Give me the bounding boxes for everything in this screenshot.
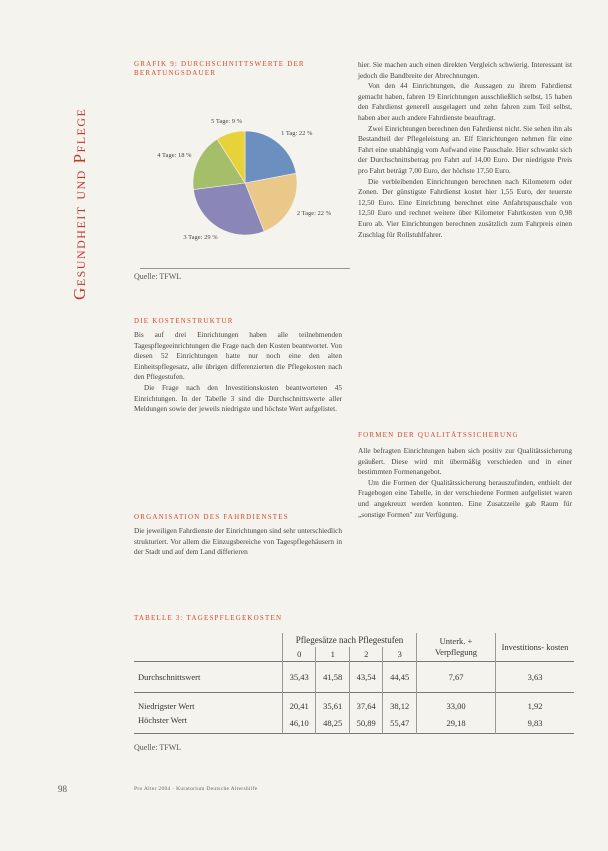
figure-source: Quelle: TFWL — [134, 272, 182, 281]
table-cell: 1,92 — [496, 693, 575, 714]
table-cell: 20,41 — [283, 693, 316, 714]
table-cell: 29,18 — [417, 713, 496, 734]
table-cell: 7,67 — [417, 662, 496, 693]
row-label: Durchschnittswert — [134, 662, 283, 693]
table-cell: 33,00 — [417, 693, 496, 714]
col-header-stufe: 0 — [283, 647, 316, 662]
figure-caption-line2: BERATUNGSDAUER — [134, 69, 217, 77]
cost-table — [134, 633, 574, 734]
table-cell: 41,58 — [316, 662, 349, 693]
table-cell: 38,12 — [383, 693, 417, 714]
table-header-row — [134, 633, 574, 647]
table-cell: 44,45 — [383, 662, 417, 693]
row-label: Höchster Wert — [138, 715, 187, 725]
table-cell: 3,63 — [496, 662, 575, 693]
section-body-fahrdienst-continued — [358, 60, 572, 240]
section-heading-kosten: DIE KOSTENSTRUKTUR — [134, 317, 234, 325]
pie-slice-label: 3 Tage: 29 % — [183, 234, 218, 242]
pie-slice-label: 5 Tage: 9 % — [211, 117, 243, 125]
table-row — [134, 662, 574, 693]
col-header-stufe: 1 — [316, 647, 349, 662]
table-cell: 43,54 — [349, 662, 382, 693]
section-heading-fahrdienst: ORGANISATION DES FAHRDIENSTES — [134, 513, 289, 521]
table-row — [134, 693, 574, 714]
section-body-qualitaet — [358, 446, 572, 520]
section-body-fahrdienst — [134, 526, 342, 558]
paragraph: Die verbleibenden Einrichtungen berechnen nach Kilometern oder Zonen. Der günstigste Fahrdienst kostet hier 1,55 Euro, der teuerste 12,50 Euro. Eine Einrichtung berechnet eine Anfahrtspauschale von 12,50 Euro und rechnet weitere über Kilometer Fahrtkosten von 0,98 Euro ab. Vier Einrichtungen berechnen zusätzlich zum Fahrpreis einen Zuschlag für Rollstuhlfahrer. — [358, 176, 572, 239]
table-cell: 48,25 — [316, 713, 349, 734]
page-number: 98 — [58, 784, 67, 794]
table-caption: TABELLE 3: TAGESPFLEGEKOSTEN — [134, 614, 283, 622]
group-header: Pflegesätze nach Pflegestufen — [283, 633, 417, 647]
chart-baseline — [140, 268, 350, 269]
table-row — [134, 713, 574, 734]
col-header-unterk: Unterk. + Verpflegung — [417, 633, 496, 662]
section-body-kosten — [134, 330, 342, 415]
col-header-stufe: 2 — [349, 647, 382, 662]
paragraph: hier. Sie machen auch einen direkten Vergleich schwierig. Interessant ist jedoch die Bandbreite der Abrechnungen. — [358, 60, 572, 80]
pie-chart-svg — [140, 103, 350, 269]
paragraph: Von den 44 Einrichtungen, die Aussagen zu ihrem Fahrdienst gemacht haben, fahren 19 Einrichtungen ausschließlich selbst, 15 haben den Fahrdienst generell ausgelagert und zehn fahren zum Teil selbst, haben aber auch andere Fahrdienste beauftragt. — [358, 81, 572, 122]
table-cell: 50,89 — [349, 713, 382, 734]
pie-slice-label: 2 Tage: 22 % — [296, 209, 332, 217]
paragraph: Um die Formen der Qualitätssicherung herauszufinden, enthielt der Fragebogen eine Tabelle, in der verschiedene Formen aufgelistet waren und angekreuzt werden konnten. Eine Zusatzzeile gab Raum für „sonstige Formen" zur Verfügung. — [358, 477, 572, 519]
table-bottom-rule — [134, 734, 574, 735]
table-source: Quelle: TFWL — [134, 743, 182, 752]
footer-text: Pro Alter 2004 · Kuratorium Deutsche Altershilfe — [134, 786, 258, 792]
row-label: Niedrigster Wert — [134, 693, 283, 714]
table-cell: 35,43 — [283, 662, 316, 693]
side-title: Gesundheit und Pflege — [70, 107, 89, 300]
pie-chart — [140, 103, 350, 269]
section-heading-qualitaet: FORMEN DER QUALITÄTSSICHERUNG — [358, 431, 519, 439]
paragraph: Die jeweiligen Fahrdienste der Einrichtungen sind sehr unterschiedlich strukturiert. Vor allem die Einzugsbereiche von Tagespflegehäusern in der Stadt und auf dem Land differieren — [134, 526, 342, 557]
paragraph: Alle befragten Einrichtungen haben sich positiv zur Qualitätssicherung geäußert. Diese wird mit übermäßig verschieden und in einer bestimmten Formenangebot. — [358, 446, 572, 477]
table-cell: 9,83 — [496, 713, 575, 734]
col-header-invest: Investitions- kosten — [496, 633, 575, 662]
paragraph: Bis auf drei Einrichtungen haben alle teilnehmenden Tagespflegeeinrichtungen die Frage nach den Kosten beantwortet. Von diesen 52 Einrichtungen hatte nur noch eine den alten Einheitspflegesatz, alle übrigen differenzierten die Pflegekosten nach den Pflegestufen. — [134, 330, 342, 382]
table-cell: 46,10 — [283, 713, 316, 734]
table-cell: 55,47 — [383, 713, 417, 734]
pie-slice-label: 4 Tage: 18 % — [157, 151, 192, 159]
pie-slice-label: 1 Tag: 22 % — [281, 129, 313, 137]
col-header-stufe: 3 — [383, 647, 417, 662]
figure-caption — [134, 60, 344, 78]
figure-caption-line1: GRAFIK 9: DURCHSCHNITTSWERTE DER — [134, 60, 305, 68]
paragraph: Die Frage nach den Investitionskosten beantworteten 45 Einrichtungen. In der Tabelle 3 sind die Durchschnittswerte aller Meldungen sowie der jeweils niedrigste und höchste Wert aufgelistet. — [134, 382, 342, 414]
table-cell: 35,61 — [316, 693, 349, 714]
paragraph: Zwei Einrichtungen berechnen den Fahrdienst nicht. Sie sehen ihn als Bestandteil der Pflegeleistung an. Elf Einrichtungen nehmen für eine Fahrt eine unabhängig vom Aufwand eine Pauschale. Hier schwankt sich der Durchschnittsbetrag pro Fahrt auf 14,00 Euro. Der niedrigste Preis pro Fahrt beträgt 7,00 Euro, der höchste 17,50 Euro. — [358, 123, 572, 175]
table-cell: 37,64 — [349, 693, 382, 714]
